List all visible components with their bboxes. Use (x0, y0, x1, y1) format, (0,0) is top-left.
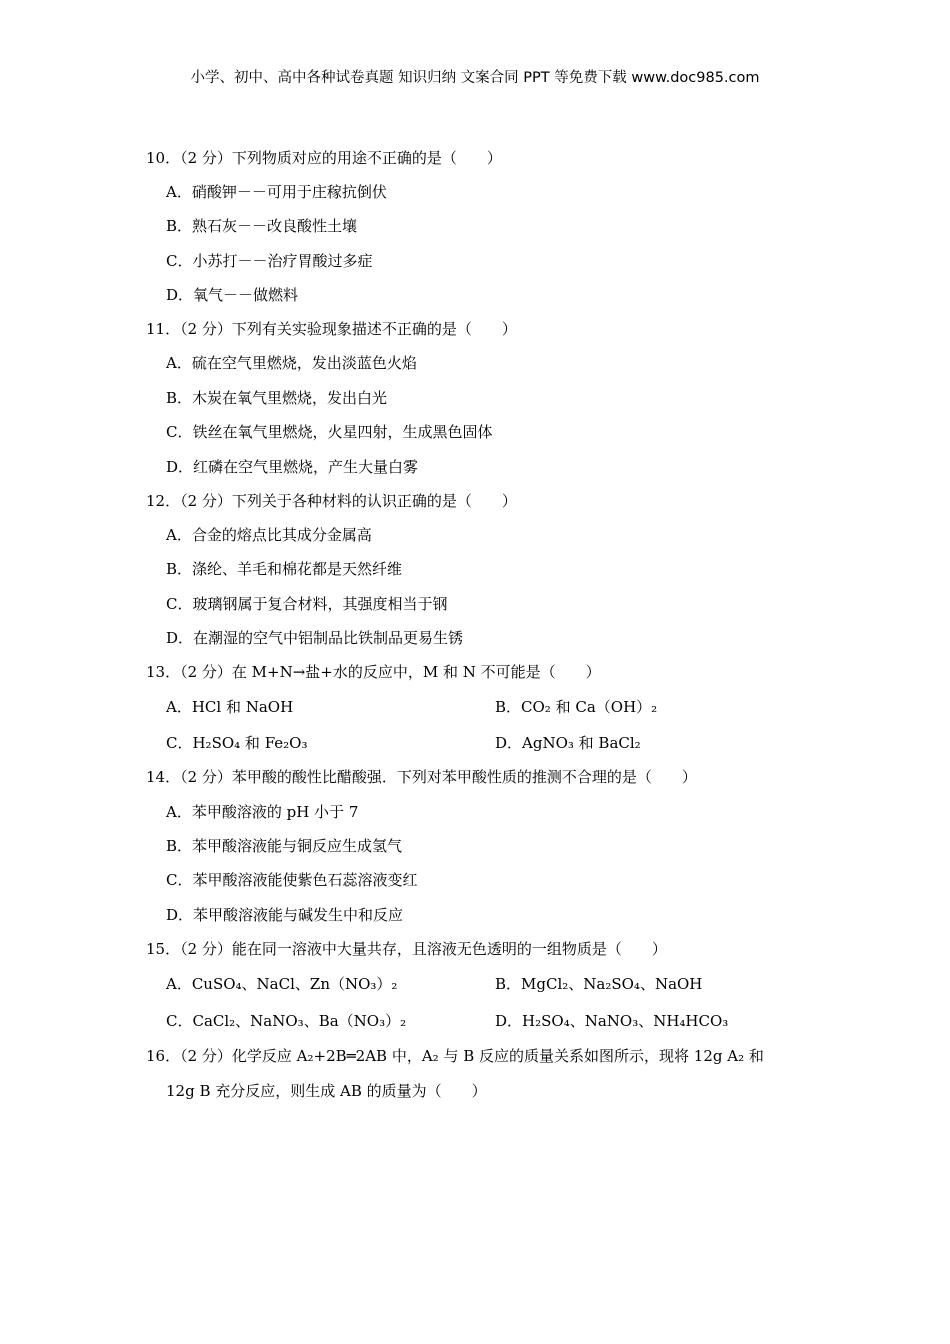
question-11-option-d: D．红磷在空气里燃烧，产生大量白雾 (166, 458, 419, 476)
question-13-option-c: C．H₂SO₄ 和 Fe₂O₃ (166, 734, 308, 752)
question-14-option-b: B．苯甲酸溶液能与铜反应生成氢气 (166, 837, 403, 855)
question-10-option-d: D．氧气－－做燃料 (166, 286, 299, 304)
question-11-option-c: C．铁丝在氧气里燃烧，火星四射，生成黑色固体 (166, 423, 493, 441)
question-10-option-a: A．硝酸钾－－可用于庄稼抗倒伏 (166, 183, 387, 201)
question-14-option-a: A．苯甲酸溶液的 pH 小于 7 (166, 803, 359, 821)
question-12-option-b: B．涤纶、羊毛和棉花都是天然纤维 (166, 560, 403, 578)
question-13-option-a: A．HCl 和 NaOH (166, 698, 294, 716)
question-14-stem: 14．（2 分）苯甲酸的酸性比醋酸强．下列对苯甲酸性质的推测不合理的是（ ） (146, 768, 697, 786)
question-13-option-d: D．AgNO₃ 和 BaCl₂ (495, 734, 641, 752)
question-10-option-b: B．熟石灰－－改良酸性土壤 (166, 217, 358, 235)
question-16-stem: 16．（2 分）化学反应 A₂+2B═2AB 中，A₂ 与 B 反应的质量关系如图所示，现将 12g A₂ 和 (146, 1047, 764, 1065)
question-15-option-b: B．MgCl₂、Na₂SO₄、NaOH (495, 975, 703, 993)
question-15-option-c: C．CaCl₂、NaNO₃、Ba（NO₃）₂ (166, 1012, 407, 1030)
question-12-option-a: A．合金的熔点比其成分金属高 (166, 526, 372, 544)
question-13-stem: 13．（2 分）在 M+N→盐+水的反应中，M 和 N 不可能是（ ） (146, 663, 601, 681)
question-15-stem: 15．（2 分）能在同一溶液中大量共存，且溶液无色透明的一组物质是（ ） (146, 940, 667, 958)
question-11-option-b: B．木炭在氧气里燃烧，发出白光 (166, 389, 388, 407)
question-15-option-d: D．H₂SO₄、NaNO₃、NH₄HCO₃ (495, 1012, 729, 1030)
page-header: 小学、初中、高中各种试卷真题 知识归纳 文案合同 PPT 等免费下载 www.doc985.com (190, 70, 760, 86)
question-10-option-c: C．小苏打－－治疗胃酸过多症 (166, 252, 373, 270)
question-14-option-d: D．苯甲酸溶液能与碱发生中和反应 (166, 906, 404, 924)
question-12-stem: 12．（2 分）下列关于各种材料的认识正确的是（ ） (146, 492, 517, 510)
question-12-option-d: D．在潮湿的空气中铝制品比铁制品更易生锈 (166, 629, 464, 647)
question-14-option-c: C．苯甲酸溶液能使紫色石蕊溶液变红 (166, 871, 418, 889)
question-13-option-b: B．CO₂ 和 Ca（OH）₂ (495, 698, 658, 716)
question-12-option-c: C．玻璃钢属于复合材料，其强度相当于钢 (166, 595, 448, 613)
question-10-stem: 10．（2 分）下列物质对应的用途不正确的是（ ） (146, 149, 502, 167)
question-11-option-a: A．硫在空气里燃烧，发出淡蓝色火焰 (166, 354, 417, 372)
question-16-stem-continued: 12g B 充分反应，则生成 AB 的质量为（ ） (166, 1082, 487, 1100)
question-11-stem: 11．（2 分）下列有关实验现象描述不正确的是（ ） (146, 320, 517, 338)
question-15-option-a: A．CuSO₄、NaCl、Zn（NO₃）₂ (166, 975, 398, 993)
